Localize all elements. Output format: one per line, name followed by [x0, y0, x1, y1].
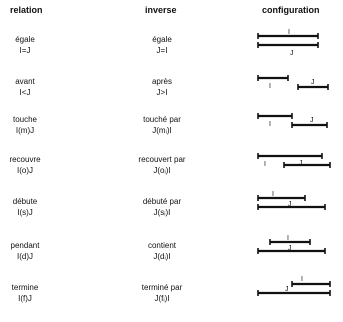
interval-i-label: I — [269, 83, 271, 90]
header-configuration: configuration — [262, 5, 320, 15]
relation-name: égale — [15, 35, 35, 44]
relation-row — [0, 191, 343, 236]
inverse-name: touché par — [143, 115, 181, 124]
relation-symbol: I(m)J — [15, 126, 35, 135]
interval-j-label: J — [285, 286, 289, 293]
relation-name: touche — [12, 115, 38, 124]
inverse-symbol: J(oᵢ)I — [153, 166, 171, 175]
header-inverse: inverse — [145, 5, 177, 15]
relation-name: pendant — [10, 241, 40, 250]
inverse-symbol: J(dᵢ)I — [153, 252, 171, 261]
interval-i-label: I — [301, 276, 303, 283]
relation-symbol: I<J — [19, 88, 31, 97]
configuration-diagram — [250, 148, 343, 178]
inverse-name: après — [151, 77, 172, 86]
inverse-cell — [112, 282, 212, 304]
interval-j-label: J — [311, 79, 315, 86]
interval-j-label: J — [288, 245, 292, 252]
inverse-name: contient — [147, 241, 177, 250]
inverse-symbol: J>I — [156, 88, 168, 97]
relation-cell — [2, 114, 48, 136]
relation-symbol: I(f)J — [18, 294, 32, 303]
interval-j-label: J — [310, 117, 314, 124]
interval-i-label: I — [269, 121, 271, 128]
interval-i-label: I — [272, 191, 274, 198]
relation-symbol: I(o)J — [17, 166, 33, 175]
inverse-cell — [112, 76, 212, 98]
relation-cell — [2, 34, 48, 56]
relation-symbol: I(s)J — [17, 208, 33, 217]
relation-row — [0, 276, 343, 322]
inverse-name: recouvert par — [138, 155, 186, 164]
configuration-diagram — [250, 234, 343, 264]
relation-cell — [2, 76, 48, 98]
interval-j-label: J — [288, 201, 292, 208]
configuration-diagram — [250, 190, 343, 220]
interval-i-label: I — [264, 161, 266, 168]
relation-cell — [2, 282, 48, 304]
relation-name: débute — [12, 197, 38, 206]
relation-row — [0, 154, 343, 194]
inverse-symbol: J=I — [156, 46, 168, 55]
interval-j-label: J — [290, 50, 294, 57]
interval-i-label: I — [287, 235, 289, 242]
relation-symbol: I(d)J — [17, 252, 33, 261]
inverse-symbol: J(fᵢ)I — [154, 294, 170, 303]
inverse-cell — [112, 196, 212, 218]
relation-name: avant — [15, 77, 35, 86]
configuration-diagram — [250, 28, 343, 58]
inverse-cell — [112, 154, 212, 176]
inverse-name: terminé par — [141, 283, 183, 292]
interval-i-label: I — [288, 29, 290, 36]
inverse-symbol: J(sᵢ)I — [153, 208, 171, 217]
relation-cell — [2, 196, 48, 218]
relation-cell — [2, 240, 48, 262]
relation-name: recouvre — [9, 155, 41, 164]
inverse-cell — [112, 34, 212, 56]
inverse-symbol: J(mᵢ)I — [152, 126, 172, 135]
header-relation: relation — [10, 5, 43, 15]
inverse-cell — [112, 114, 212, 136]
relation-row — [0, 235, 343, 280]
inverse-cell — [112, 240, 212, 262]
configuration-diagram — [250, 276, 343, 306]
relation-cell — [2, 154, 48, 176]
relation-symbol: I=J — [19, 46, 31, 55]
configuration-diagram — [250, 70, 343, 100]
inverse-name: égale — [152, 35, 172, 44]
relation-row — [0, 29, 343, 74]
configuration-diagram — [250, 108, 343, 138]
relation-name: termine — [11, 283, 39, 292]
interval-j-label: J — [299, 160, 303, 167]
inverse-name: débuté par — [142, 197, 182, 206]
